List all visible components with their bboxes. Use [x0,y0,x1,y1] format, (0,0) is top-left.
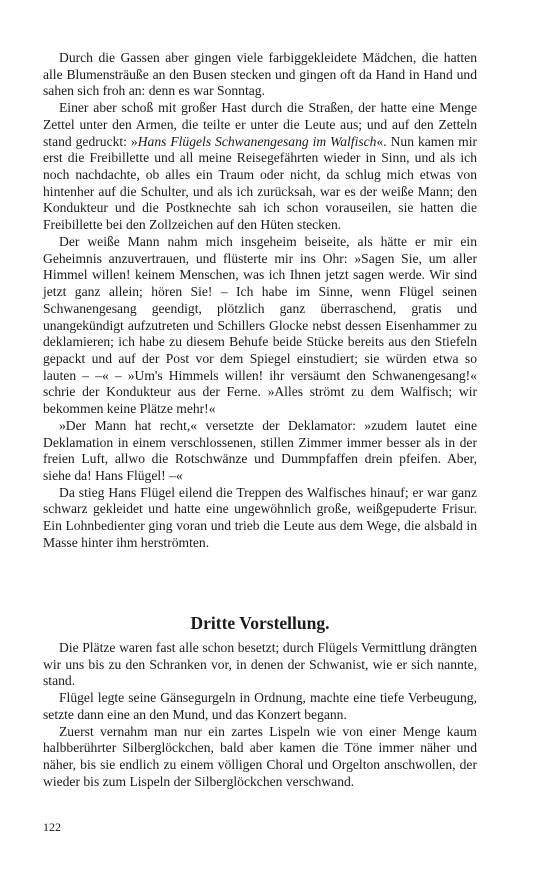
paragraph: Der weiße Mann nahm mich insgeheim beiseite, als hätte er mir ein Geheimnis anzuvertrauen, und flüsterte mir ins Ohr: »Sagen Sie, um aller Himmel willen! keinem Menschen, was ich Ihnen jetzt sagen werde. Wir sind jetzt ganz allein; hören Sie! – Ich habe im Sinne, wenn Flügel seinen Schwanengesang geendigt, plötzlich ganz überraschend, gratis und unangekündigt aufzutreten und Schillers Glocke nebst dessen Eisenhammer zu deklamieren; ich habe zu diesem Behufe beide Stücke bereits aus den Stiefeln gepackt und auf der Post vor dem Spiegel einstudiert; sie würden etwa so lauten – –« – »Um's Himmels willen! ihr versäumt den Schwanengesang!« schrie der Kondukteur aus der Ferne. »Alles strömt zu dem Walfisch; wir bekommen keine Plätze mehr!« [43,233,477,417]
paragraph-text: «. Nun kamen mir erst die Freibillette und all meine Reisegefährten wieder in Sinn, und als ich noch nachdachte, ob alles ein Traum oder nicht, da schlug mich etwas von hintenher auf die Schulter, und als ich zurücksah, war es der weiße Mann; den Kondukteur und die Postknechte sah ich schon vorauseilen, sie hatten die Freibillette bei den Zollzeichen auf den Hüten stecken. [43,133,477,233]
paragraph: Die Plätze waren fast alle schon besetzt; durch Flügels Vermittlung drängten wir uns bis zu den Schranken vor, in denen der Schwanist, wie er sich nannte, stand. [43,640,477,689]
paragraph-text: Einer aber schoß mit großer Hast durch die Straßen, der hatte eine Menge Zettel unter den Armen, die teilte er unter die Leute aus; und auf den Zetteln stand gedruckt: » [43,100,477,149]
paragraph: Da stieg Hans Flügel eilend die Treppen des Walfisches hinauf; er war ganz schwarz gekleidet und hatte eine ungewöhnlich große, weißgepuderte Frisur. Ein Lohnbedienter ging voran und trieb die Leute aus dem Wege, die alsbald in Masse hinter ihm herströmten. [43,484,477,550]
italic-title: Hans Flügels Schwanengesang im Walfisch [137,133,377,149]
paragraph [43,100,477,234]
page-number: 122 [43,820,61,834]
paragraph: Durch die Gassen aber gingen viele farbiggekleidete Mädchen, die hatten alle Blumensträuße an den Busen stecken und gingen oft da Hand in Hand und sahen sich froh an: denn es war Sonntag. [43,50,477,99]
paragraph: Flügel legte seine Gänsegurgeln in Ordnung, machte eine tiefe Verbeugung, setzte dann eine an den Mund, und das Konzert begann. [43,690,477,722]
paragraph: Zuerst vernahm man nur ein zartes Lispeln wie von einer Menge kaum halbberührter Silberglöckchen, bald aber kamen die Töne immer näher und näher, bis sie endlich zu einem völligen Choral und Orgelton anschwollen, der wieder bis zum Lispeln der Silberglöckchen verschwand. [43,723,477,789]
paragraph: »Der Mann hat recht,« versetzte der Deklamator: »zudem lautet eine Deklamation in einem verschlossenen, stillen Zimmer immer besser als in der freien Luft, allwo die Rotschwänze und Dummpfaffen drein pfeifen. Aber, siehe da! Hans Flügel! –« [43,417,477,483]
chapter-heading: Dritte Vorstellung. [190,613,330,633]
text-block-top [43,50,477,552]
text-block-bottom [43,640,477,790]
